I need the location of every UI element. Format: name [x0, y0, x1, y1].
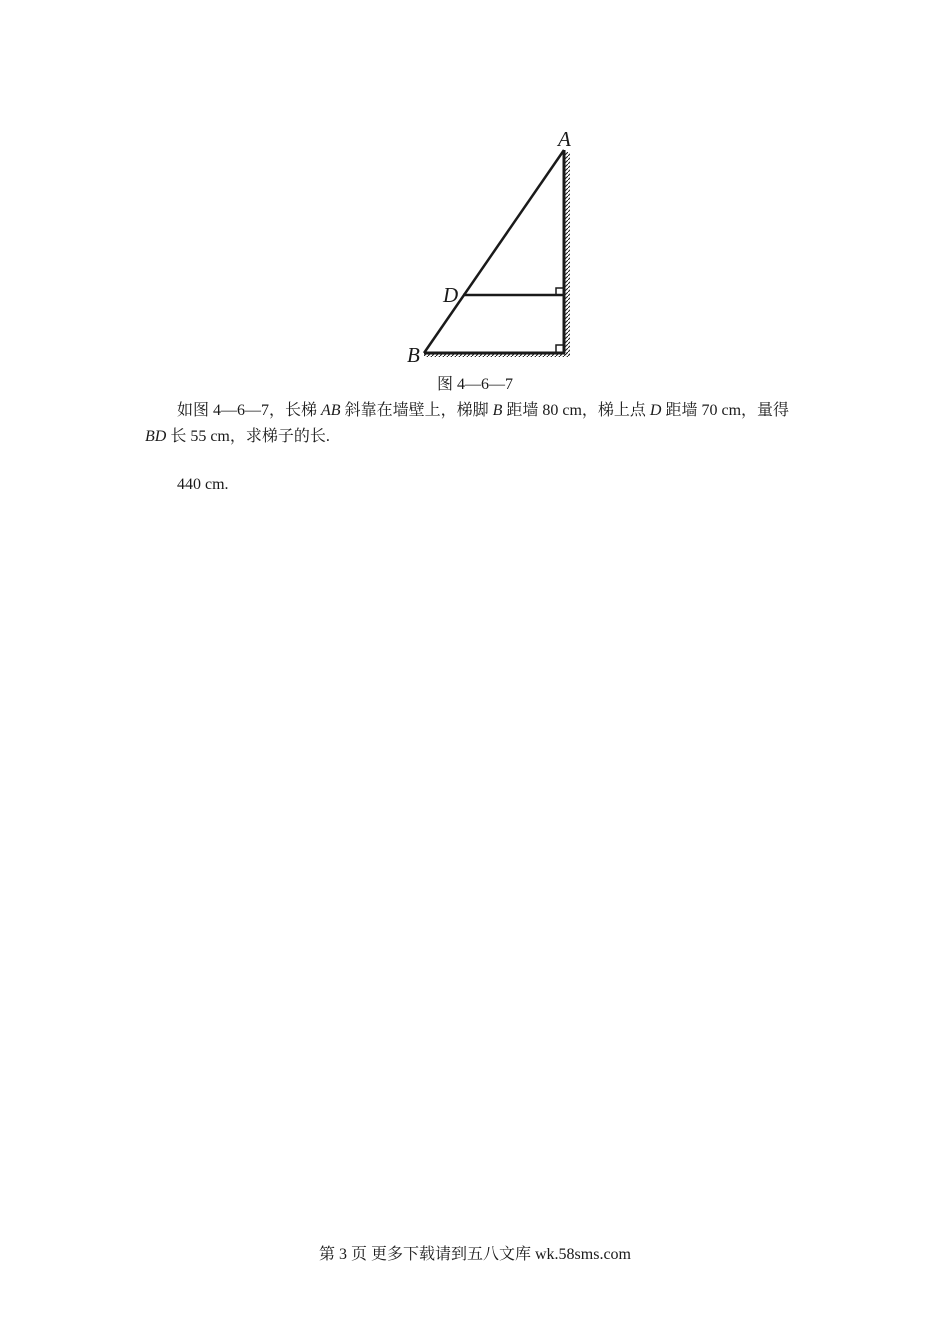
- problem-part-1: 如图 4—6—7，长梯: [177, 402, 322, 419]
- ladder-wall-figure: [0, 0, 950, 380]
- point-d-label: D: [649, 402, 662, 419]
- wall-hatching: [565, 152, 570, 355]
- figure-caption: 图 4—6—7: [436, 376, 513, 393]
- problem-part-3: 距墙 80 cm，梯上点: [502, 402, 650, 419]
- ladder-line: [424, 150, 564, 353]
- point-b-label: B: [492, 402, 503, 419]
- page-footer: 第 3 页 更多下载请到五八文库 wk.58sms.com: [318, 1246, 631, 1263]
- problem-part-4: 距墙 70 cm，量得: [661, 402, 790, 419]
- label-a: A: [558, 127, 571, 151]
- segment-ab-label: AB: [321, 402, 341, 419]
- label-d: D: [443, 283, 459, 307]
- answer-text: 440 cm.: [177, 476, 229, 493]
- problem-part-5: 长 55 cm，求梯子的长.: [166, 428, 330, 445]
- problem-text: [145, 398, 810, 450]
- problem-part-2: 斜靠在墙壁上，梯脚: [340, 402, 493, 419]
- segment-bd-label: BD: [145, 428, 167, 445]
- label-b: B: [407, 343, 420, 367]
